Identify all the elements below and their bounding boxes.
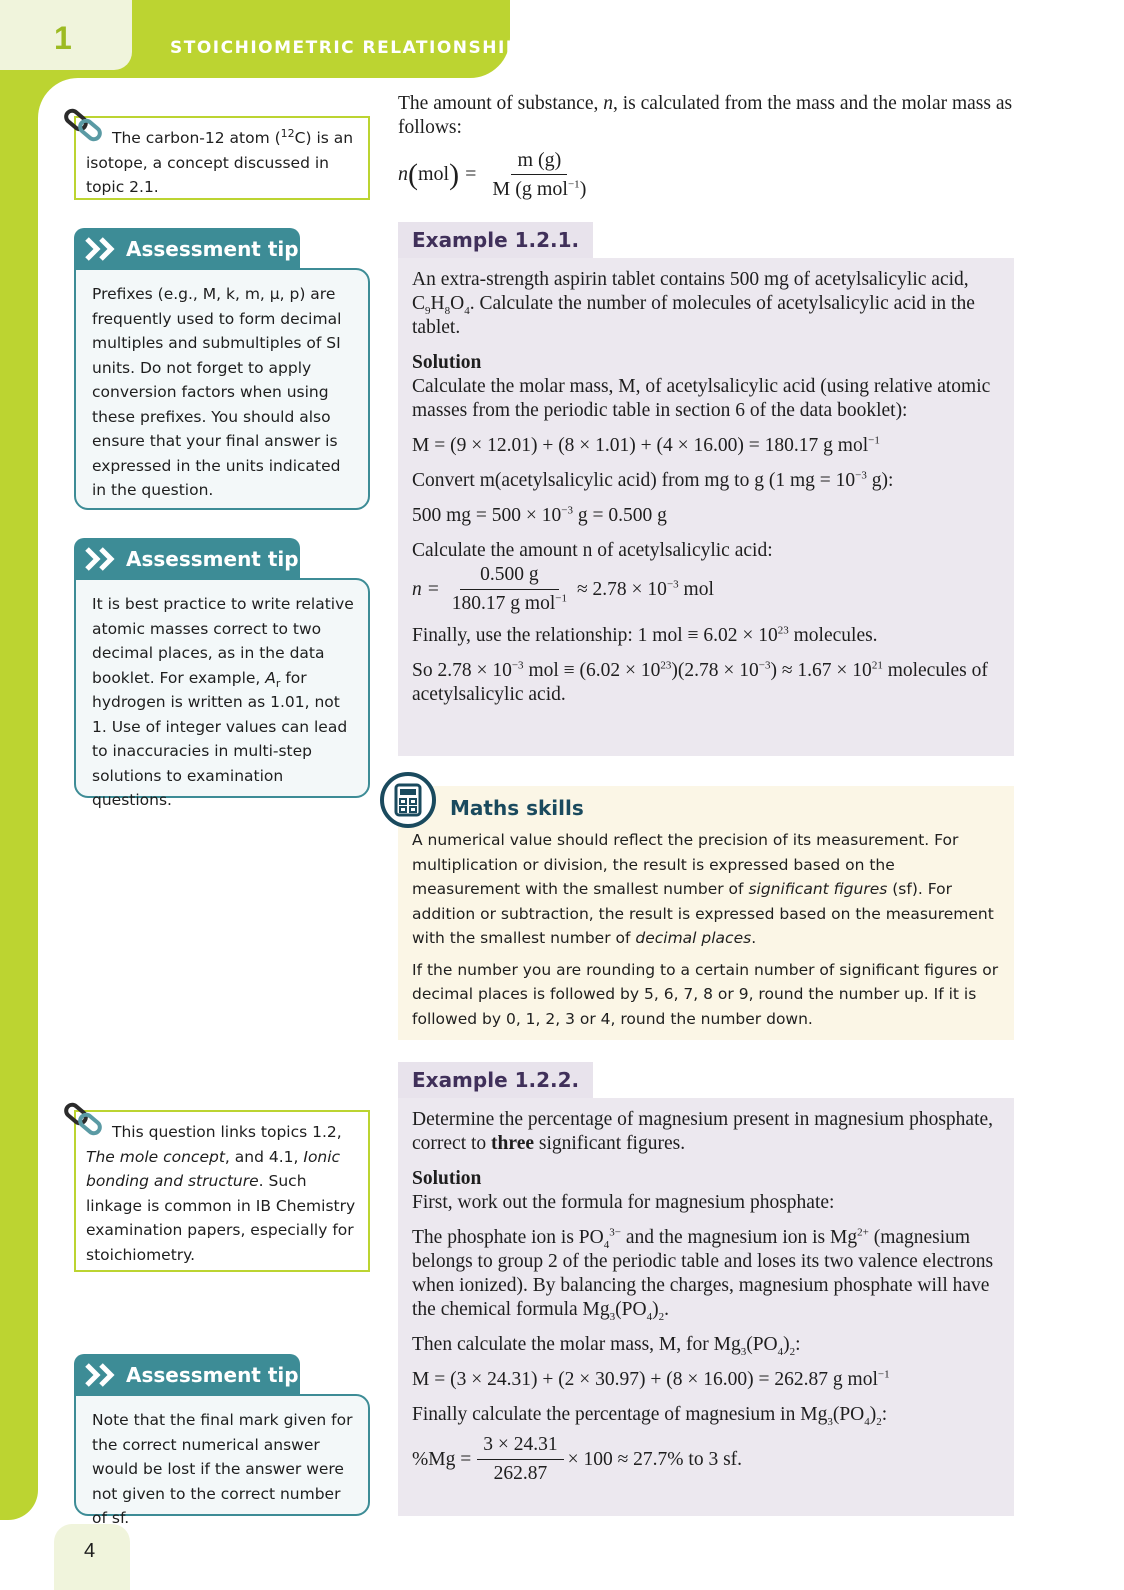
page-number: 4 [84, 1540, 96, 1562]
maths-skills-title: Maths skills [450, 796, 584, 820]
link-note-topic-links: This question links topics 1.2, The mole concept, and 4.1, Ionic bonding and structure. Such linkage is common in IB Chemistry examination papers, especially for stoichiometry. [74, 1110, 370, 1272]
double-chevron-icon [84, 1363, 120, 1387]
chain-link-icon [62, 1100, 108, 1140]
solution-heading: Solution [412, 1168, 482, 1189]
intro-paragraph: The amount of substance, n, is calculated from the mass and the molar mass as follows: [398, 93, 1013, 138]
tip-body: It is best practice to write relative atomic masses correct to two decimal places, as in the data booklet. For example, $A_r$ for hydrogen is written as 1.01, not 1. Use of integer values can lead to inaccuracies in multi-step solutions to examination questions. [74, 578, 370, 798]
double-chevron-icon [84, 237, 120, 261]
calculator-icon [380, 772, 436, 828]
left-margin-band [0, 0, 38, 1520]
example-label: Example 1.2.1. [398, 222, 593, 258]
assessment-tip-prefixes [74, 228, 370, 510]
double-chevron-icon [84, 547, 120, 571]
tip-heading: Assessment tip [74, 538, 300, 580]
assessment-tip-sig-figs [74, 1354, 370, 1527]
example-box-magnesium: Determine the percentage of magnesium present in magnesium phosphate, correct to three significant figures. Solution First, work out the formula for magnesium phosphate: The phosphate ion is $PO_4^{3-}$ and the magnesium ion is $Mg^{2+}$ (magnesium belongs to group 2 of the periodic table and loses its two valence electrons when ionized). By balancing the charges, magnesium phosphate will have the chemical formula $Mg_3(PO_4)_2$. Then calculate the molar mass, M, for $Mg_3(PO_4)_2$: M = (3 × 24.31) + (2 × 30.97) + (8 × 16.00) = 262.87 g mol$^{-1}$ Finally calculate the percentage of magnesium in $Mg_3(PO_4)_2$: %Mg = $\frac{3 \times 24.31}{262.87}$ × 100 ≈ 27.7% to 3 sf. [398, 1098, 1014, 1516]
percentage-calculation: %Mg = $\frac{3 \times 24.31}{262.87}$ × 100 ≈ 27.7% to 3 sf. [412, 1434, 743, 1484]
example-box-aspirin: An extra-strength aspirin tablet contains 500 mg of acetylsalicylic acid, $C_9H_8O_4$. Calculate the number of molecules of acetylsalicylic acid in the tablet. Solution Calculate the molar mass, M, of acetylsalicylic acid (using relative atomic masses from the periodic table in section 6 of the data booklet): M = (9 × 12.01) + (8 × 1.01) + (4 × 16.00) = 180.17 g mol$^{-1}$ Convert m(acetylsalicylic acid) from mg to g (1 mg = $10^{-3}$ g): 500 mg = $500 \times 10^{-3}$ g = 0.500 g Calculate the amount n of acetylsalicylic acid: n = $\frac{0.500 g}{180.17 g mol^{-1}}$ ≈ $2.78 \times 10^{-3}$ mol Finally, use the relationship: 1 mol ≡ $6.02 \times 10^{23}$ molecules. So $2.78 \times 10^{-3}$ mol ≡ $(6.02 \times 10^{23})(2.78 \times 10^{-3}) \approx 1.67 \times 10^{21}$ molecules of acetylsalicylic acid. [398, 258, 1014, 756]
chain-link-icon [62, 106, 108, 146]
amount-calculation: n = $\frac{0.500 g}{180.17 g mol^{-1}}$ ≈ $2.78 \times 10^{-3}$ mol [412, 564, 714, 614]
assessment-tip-relative-masses [74, 538, 370, 809]
chapter-number: 1 [54, 20, 72, 56]
formula-fraction: $\frac{m (g)}{M (g mol^{-1})}$ [492, 149, 587, 200]
amount-formula: n ( mol ) = $\frac{m (g)}{M (g mol^{-1})}$ [398, 148, 596, 201]
link-note-carbon-12: The carbon-12 atom ($^{12}$C) is an isotope, a concept discussed in topic 2.1. [74, 116, 370, 200]
solution-heading: Solution [412, 352, 482, 373]
maths-skills-box [398, 786, 1014, 1040]
tip-body: Note that the final mark given for the correct numerical answer would be lost if the answer were not given to the correct number of sf. [74, 1394, 370, 1516]
tip-heading: Assessment tip [74, 228, 300, 270]
tip-body: Prefixes (e.g., M, k, m, μ, p) are frequently used to form decimal multiples and submultiples of SI units. Do not forget to apply conversion factors when using these prefixes. You should also ensure that your final answer is expressed in the units indicated in the question. [74, 268, 370, 510]
calc-fraction: $\frac{3 \times 24.31}{262.87}$ [477, 1433, 563, 1486]
example-label: Example 1.2.2. [398, 1062, 593, 1098]
tip-heading: Assessment tip [74, 1354, 300, 1396]
maths-skills-body: A numerical value should reflect the precision of its measurement. For multiplication or division, the result is expressed based on the measurement with the smallest number of significant figures (sf). For addition or subtraction, the result is expressed based on the measurement with the smallest number of decimal places. If the number you are rounding to a certain number of significant figures or decimal places is followed by 5, 6, 7, 8 or 9, round the number up. If it is followed by 0, 1, 2, 3 or 4, round the number down. [412, 831, 999, 1028]
chapter-title: STOICHIOMETRIC RELATIONSHIPS [170, 38, 534, 58]
calc-fraction: $\frac{0.500 g}{180.17 g mol^{-1}}$ [451, 564, 567, 614]
